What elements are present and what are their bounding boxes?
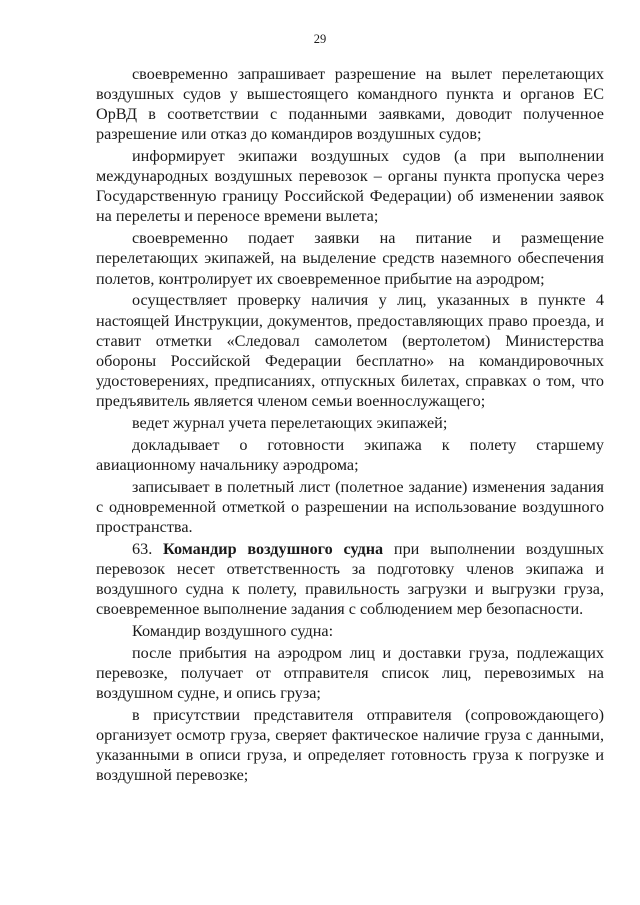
document-body [96,64,604,787]
paragraph-crew-log: ведет журнал учета перелетающих экипажей; [132,413,448,432]
paragraph-inform-crews: информирует экипажи воздушных судов (а при выполнении международных воздушных перевозок – органы пункта пропуска через Государственную границу Российской Федерации) об изменении заявок на перелеты и переносе времени вылета; [96,147,604,226]
paragraph-check-documents: осуществляет проверку наличия у лиц, указанных в пункте 4 настоящей Инструкции, документов, предоставляющих право проезда, и ставит отметки «Следовал самолетом (вертолетом) Министерства обороны Российской Федерации бесплатно» на командировочных удостоверениях, предписаниях, отпускных билетах, справках о том, что предъявитель является членом семьи военнослужащего; [96,291,604,410]
paragraph-63-aircraft-commander [96,539,604,619]
section-heading-bold: Командир воздушного судна [163,539,384,558]
paragraph-request-departure-permission: своевременно запрашивает разрешение на вылет перелетающих воздушных судов у вышестоящего командного пункта и органов ЕС ОрВД в соответствии с поданными заявками, доводит полученное разрешение или отказ до командиров воздушных судов; [96,65,604,144]
paragraph-submit-requests: своевременно подает заявки на питание и размещение перелетающих экипажей, на выделение средств наземного обеспечения полетов, контролирует их своевременное прибытие на аэродром; [96,229,604,288]
section-number: 63. [132,539,153,558]
paragraph-receive-passenger-list: после прибытия на аэродром лиц и доставки груза, подлежащих перевозке, получает от отправителя список лиц, перевозимых на воздушном судне, и опись груза; [96,643,604,702]
paragraph-report-readiness: докладывает о готовности экипажа к полету старшему авиационному начальнику аэродрома; [96,435,604,474]
paragraph-commander-intro: Командир воздушного судна: [132,621,334,640]
page-number: 29 [313,32,327,46]
section-text: при выполнении воздушных перевозок несет ответственность за подготовку членов экипажа и воздушного судна к полету, правильность загрузки и выгрузки груза, своевременное выполнение задания с соблюдением мер безопасности. [96,539,605,619]
paragraph-flight-sheet: записывает в полетный лист (полетное задание) изменения задания с одновременной отметкой о разрешении на использование воздушного пространства. [96,477,604,536]
paragraph-cargo-inspection: в присутствии представителя отправителя (сопровождающего) организует осмотр груза, сверяет фактическое наличие груза с данными, указанными в описи груза, и определяет готовность груза к погрузке и воздушной перевозке; [96,705,604,785]
